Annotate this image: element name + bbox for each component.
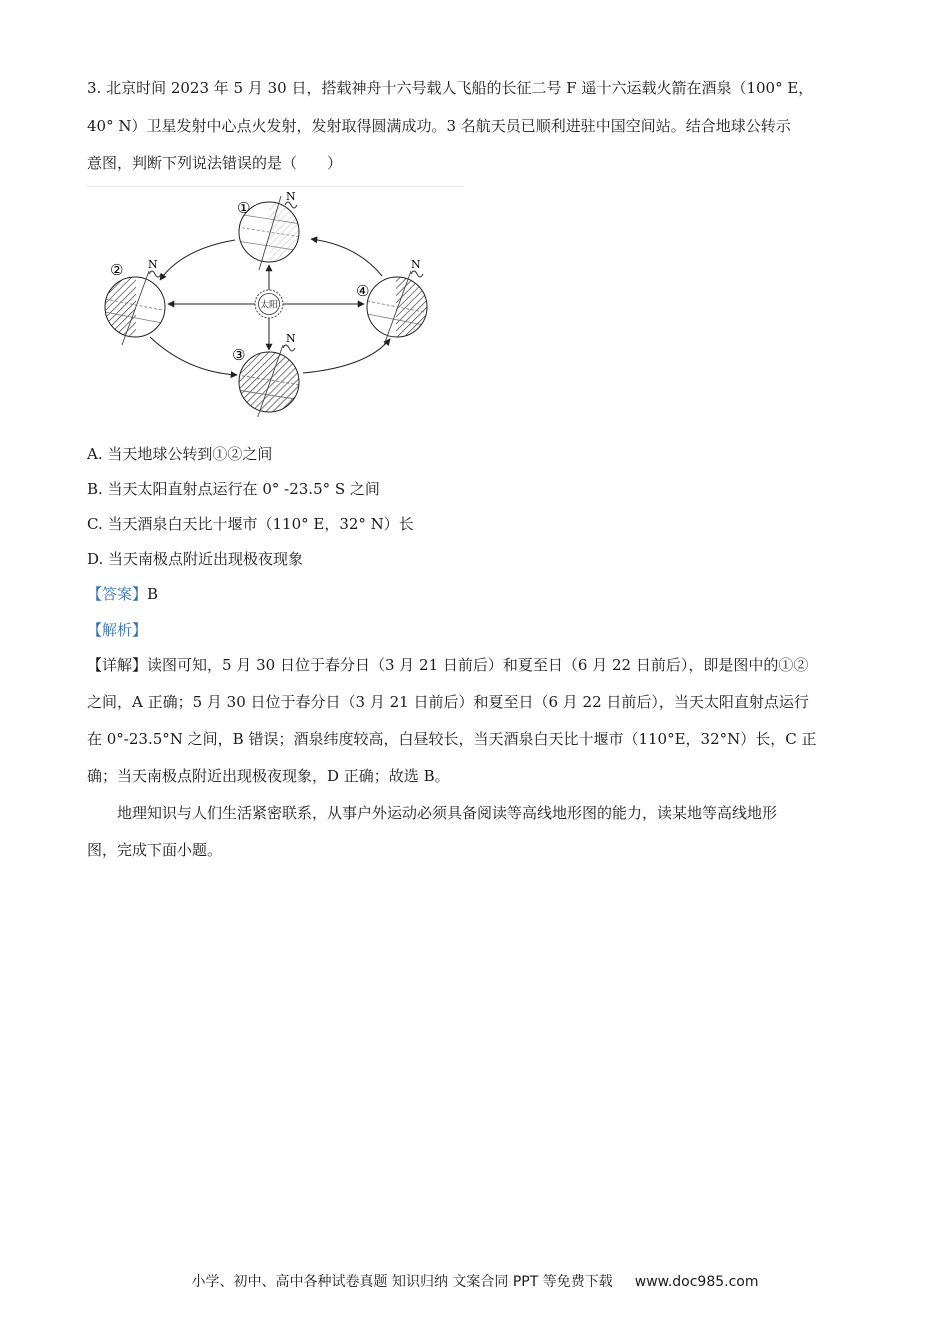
detail-line-2: 之间，A 正确；5 月 30 日位于春分日（3 月 21 日前后）和夏至日（6 月 22 日前后），当天太阳直射点运行 xyxy=(87,693,809,711)
footer-link[interactable]: www.doc985.com xyxy=(634,1274,759,1290)
orbit-arc-1-2 xyxy=(160,240,235,280)
position-label-4: ④ xyxy=(356,282,370,300)
position-label-3: ③ xyxy=(232,346,246,364)
answer-tag: 【答案】 xyxy=(87,585,148,603)
detail-tag: 【详解】 xyxy=(87,656,148,674)
north-label-4: N xyxy=(411,258,421,271)
intro-line-1: 地理知识与人们生活紧密联系，从事户外运动必须具备阅读等高线地形图的能力，读某地等高线地形 xyxy=(117,804,778,822)
earth-position-4 xyxy=(367,271,429,345)
earth-position-3 xyxy=(237,345,301,417)
intro-line-2: 图，完成下面小题。 xyxy=(87,841,223,859)
orbit-arc-2-3 xyxy=(150,337,237,375)
detail-line-1 xyxy=(87,655,867,675)
answer-value: B xyxy=(147,585,159,603)
sun-label: 太阳 xyxy=(259,300,279,311)
earth-revolution-diagram xyxy=(87,187,464,417)
north-label-2: N xyxy=(148,258,158,271)
question-line-2: 40° N）卫星发射中心点火发射，发射取得圆满成功。3 名航天员已顺利进驻中国空间站。结合地球公转示 xyxy=(87,117,791,135)
answer-line xyxy=(87,584,867,604)
north-label-3: N xyxy=(286,332,296,345)
option-c: C. 当天酒泉白天比十堰市（110° E，32° N）长 xyxy=(87,515,414,533)
detail-line-3: 在 0°-23.5°N 之间，B 错误；酒泉纬度较高，白昼较长，当天酒泉白天比十堰市（110°E，32°N）长，C 正 xyxy=(87,730,817,748)
option-a: A. 当天地球公转到①②之间 xyxy=(87,445,273,463)
option-b: B. 当天太阳直射点运行在 0° -23.5° S 之间 xyxy=(87,480,380,498)
question-line-3: 意图，判断下列说法错误的是（ ） xyxy=(87,154,343,172)
north-label-1: N xyxy=(286,190,296,203)
position-label-1: ① xyxy=(237,199,251,217)
page-footer xyxy=(0,1271,950,1291)
orbit-arc-3-4 xyxy=(303,339,390,373)
footer-text: 小学、初中、高中各种试卷真题 知识归纳 文案合同 PPT 等免费下载 xyxy=(191,1274,613,1290)
option-d: D. 当天南极点附近出现极夜现象 xyxy=(87,550,304,568)
orbit-arc-4-1 xyxy=(311,239,382,276)
position-label-2: ② xyxy=(110,261,124,279)
detail-text-1: 读图可知，5 月 30 日位于春分日（3 月 21 日前后）和夏至日（6 月 22 日前后），即是图中的①② xyxy=(147,656,809,674)
analysis-tag: 【解析】 xyxy=(87,621,148,639)
question-line-1: 3. 北京时间 2023 年 5 月 30 日，搭载神舟十六号载人飞船的长征二号 F 遥十六运载火箭在酒泉（100° E， xyxy=(87,79,814,97)
detail-line-4: 确；当天南极点附近出现极夜现象，D 正确；故选 B。 xyxy=(87,767,450,785)
earth-position-2 xyxy=(104,271,167,345)
